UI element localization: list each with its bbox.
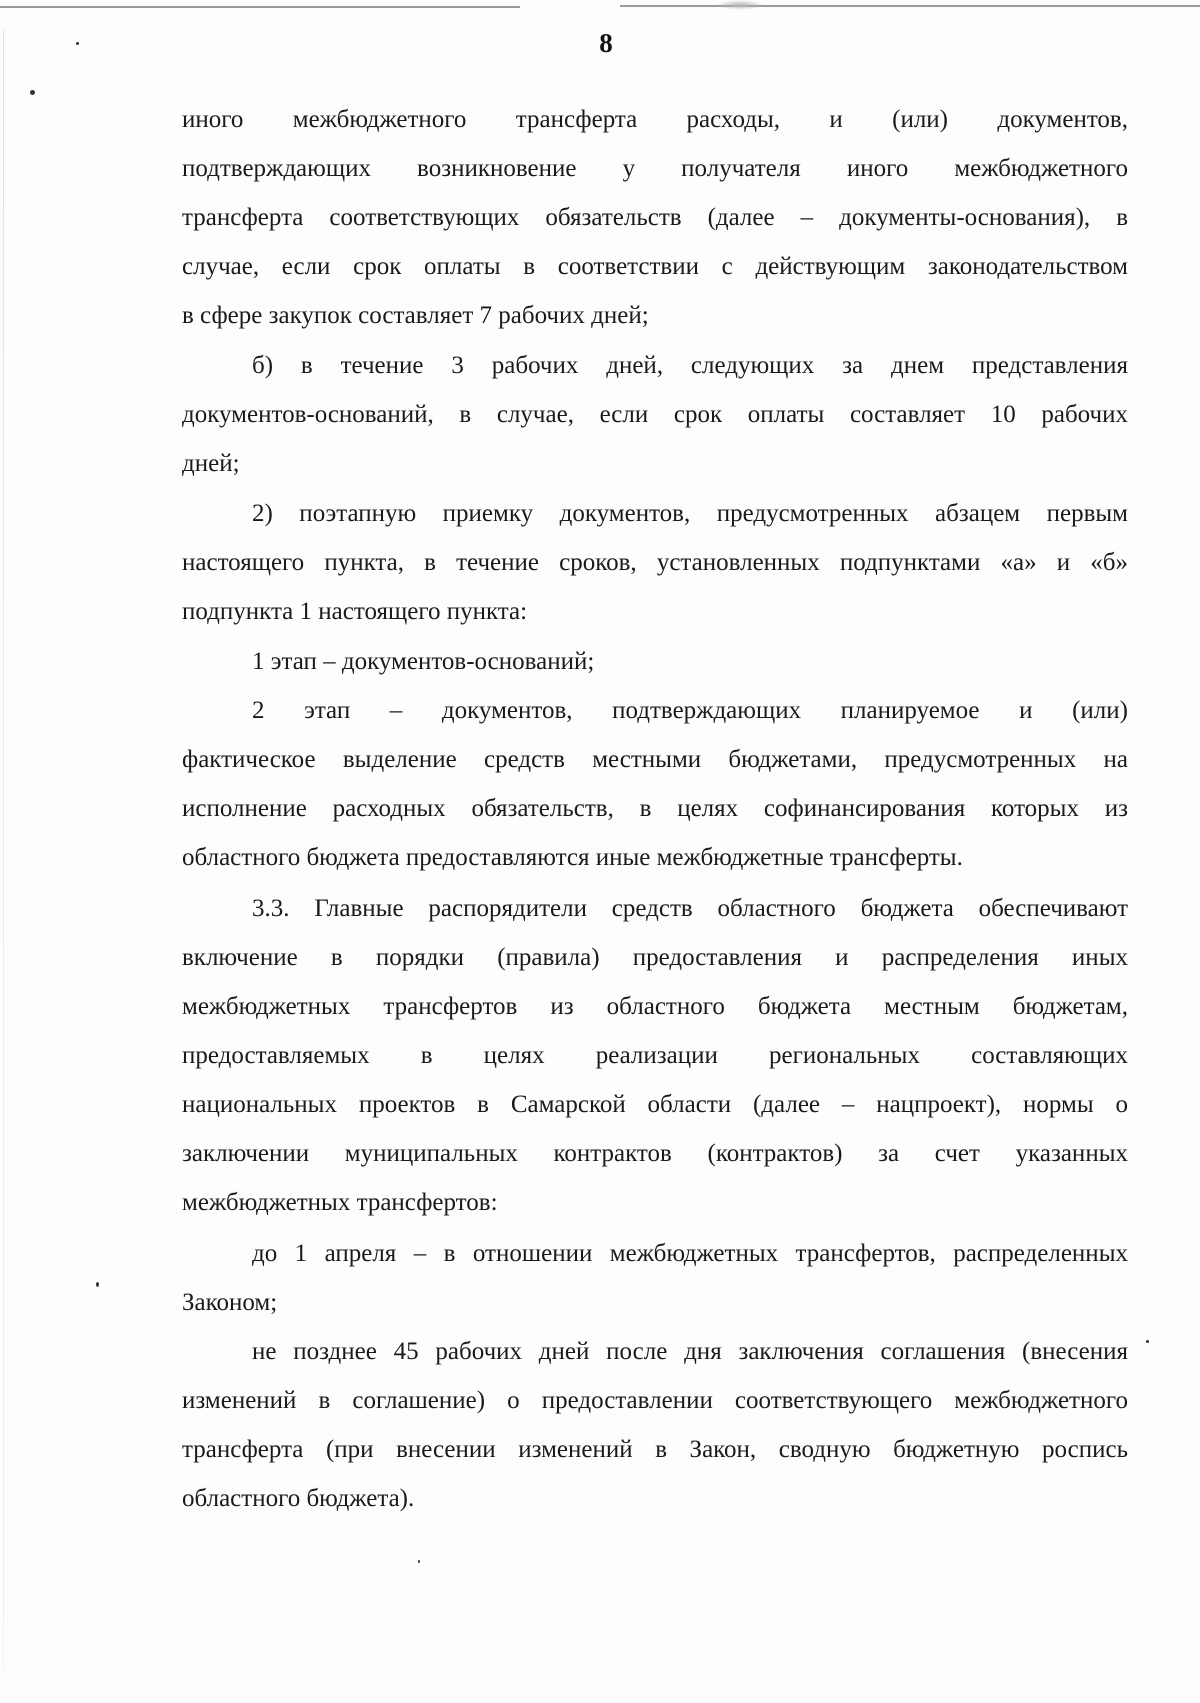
text-line: Законом; <box>182 1289 278 1316</box>
paragraph <box>182 637 1128 686</box>
text-line: настоящего пункта, в течение сроков, установленных подпунктами «а» и «б» <box>182 549 1128 576</box>
scan-artifact-dot <box>96 1282 99 1287</box>
text-line: включение в порядки (правила) предоставления и распределения иных <box>182 944 1128 971</box>
text-line: областного бюджета предоставляются иные межбюджетные трансферты. <box>182 844 963 871</box>
text-line: трансферта (при внесении изменений в Закон, сводную бюджетную роспись <box>182 1436 1128 1463</box>
text-line: в сфере закупок составляет 7 рабочих дней; <box>182 302 649 329</box>
text-line: дней; <box>182 450 240 477</box>
text-line: фактическое выделение средств местными бюджетами, предусмотренных на <box>182 746 1128 773</box>
text-line: б) в течение 3 рабочих дней, следующих за днем представления <box>252 352 1128 379</box>
text-line: до 1 апреля – в отношении межбюджетных трансфертов, распределенных <box>252 1240 1128 1267</box>
text-line: 3.3. Главные распорядители средств областного бюджета обеспечивают <box>252 895 1128 922</box>
scan-artifact-line <box>0 6 520 8</box>
scan-artifact-smudge <box>715 0 765 10</box>
text-line: исполнение расходных обязательств, в целях софинансирования которых из <box>182 795 1128 822</box>
scan-artifact-dot <box>1146 1340 1149 1343</box>
text-line: межбюджетных трансфертов из областного бюджета местным бюджетам, <box>182 993 1128 1020</box>
text-line: 2) поэтапную приемку документов, предусмотренных абзацем первым <box>252 500 1128 527</box>
text-line: изменений в соглашение) о предоставлении соответствующего межбюджетного <box>182 1387 1128 1414</box>
scan-artifact-dot <box>418 1560 420 1563</box>
text-line: национальных проектов в Самарской области (далее – нацпроект), нормы о <box>182 1091 1128 1118</box>
text-line: подпункта 1 настоящего пункта: <box>182 598 528 625</box>
paragraph <box>182 686 1128 882</box>
paragraph <box>182 884 1128 1227</box>
text-line: предоставляемых в целях реализации региональных составляющих <box>182 1042 1128 1069</box>
text-line: документов-оснований, в случае, если срок оплаты составляет 10 рабочих <box>182 401 1128 428</box>
scan-artifact-dot <box>30 90 35 95</box>
text-line: 2 этап – документов, подтверждающих планируемое и (или) <box>252 697 1128 724</box>
text-line: заключении муниципальных контрактов (контрактов) за счет указанных <box>182 1140 1128 1167</box>
paragraph <box>182 1327 1128 1523</box>
text-line: случае, если срок оплаты в соответствии с действующим законодательством <box>182 253 1128 280</box>
text-line: трансферта соответствующих обязательств (далее – документы-основания), в <box>182 204 1128 231</box>
text-line: межбюджетных трансфертов: <box>182 1189 498 1216</box>
text-line: областного бюджета). <box>182 1485 415 1512</box>
paragraph <box>182 341 1128 488</box>
page-number: 8 <box>599 28 613 58</box>
text-line: иного межбюджетного трансферта расходы, и (или) документов, <box>182 106 1128 133</box>
text-line: 1 этап – документов-оснований; <box>252 648 595 675</box>
paragraph <box>182 489 1128 636</box>
paragraph <box>182 1229 1128 1327</box>
text-line: подтверждающих возникновение у получателя иного межбюджетного <box>182 155 1128 182</box>
scan-artifact-line <box>620 5 1200 7</box>
scan-artifact-edge <box>3 30 4 1670</box>
paragraph <box>182 95 1128 340</box>
text-line: не позднее 45 рабочих дней после дня заключения соглашения (внесения <box>252 1338 1128 1365</box>
